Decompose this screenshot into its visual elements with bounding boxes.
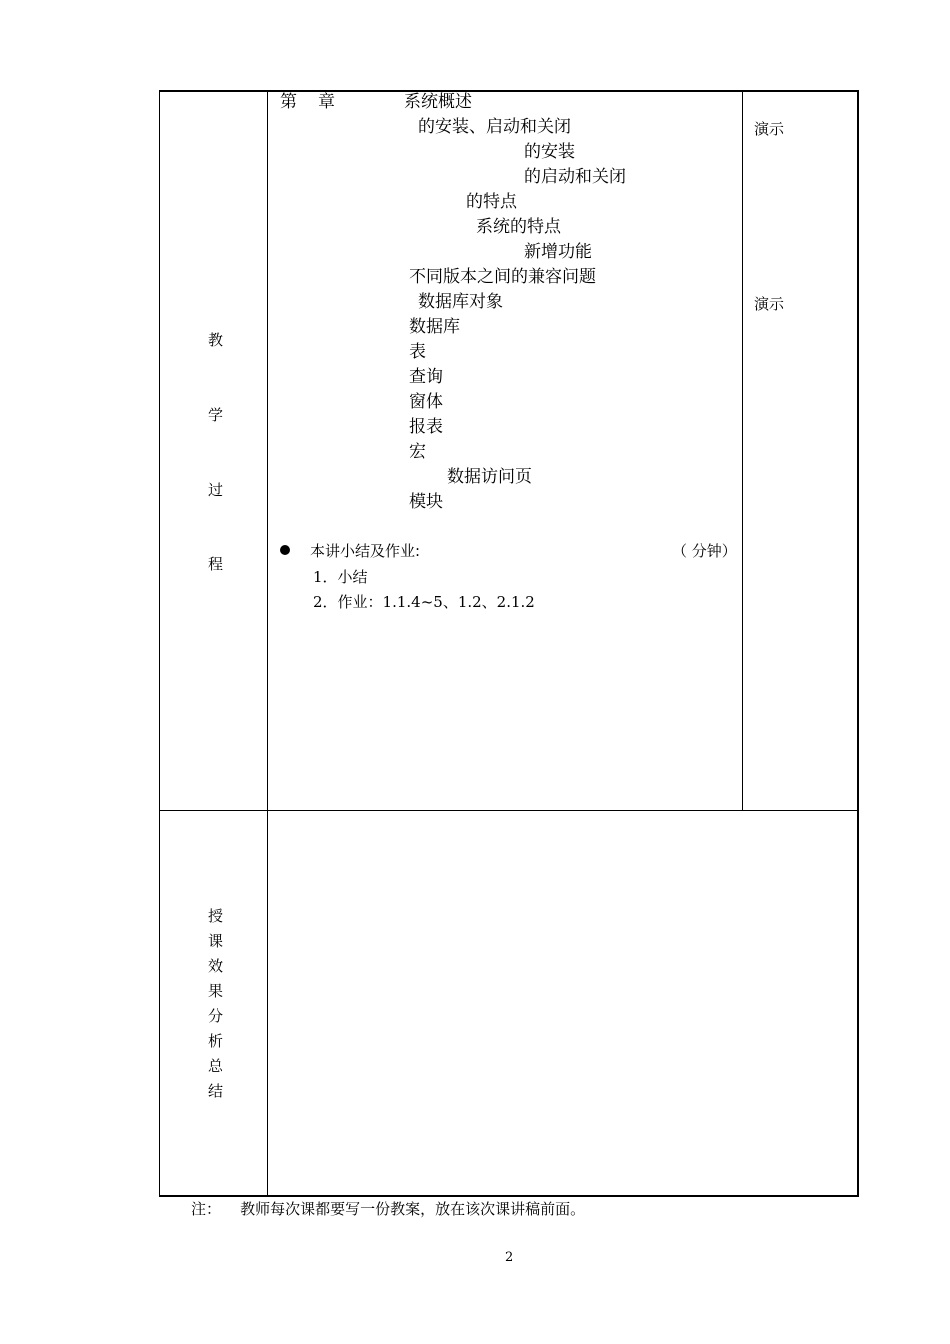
outline-line: 宏: [409, 442, 426, 462]
summary-item: 1．小结: [313, 568, 368, 586]
outline-line: 数据库对象: [418, 292, 503, 312]
analysis-label-char: 结: [208, 1082, 224, 1100]
table-border-right: [857, 90, 859, 1197]
label-column-divider: [267, 90, 268, 1197]
footnote: 注： 教师每次课都要写一份教案，放在该次课讲稿前面。: [191, 1200, 586, 1218]
outline-line: 报表: [409, 417, 443, 437]
summary-heading: 本讲小结及作业:: [310, 542, 421, 560]
outline-line: 的特点: [466, 192, 517, 212]
analysis-label-char: 课: [208, 932, 224, 950]
outline-line: 模块: [409, 492, 443, 512]
chapter-title: 系统概述: [404, 92, 472, 112]
outline-line: 表: [409, 342, 426, 362]
outline-line: 系统的特点: [476, 217, 561, 237]
analysis-label-char: 总: [208, 1057, 224, 1075]
analysis-label-char: 授: [208, 907, 224, 925]
analysis-label-char: 分: [208, 1007, 224, 1025]
analysis-label-char: 果: [208, 982, 224, 1000]
outline-line: 不同版本之间的兼容问题: [409, 267, 596, 287]
process-label-char: 过: [208, 481, 224, 499]
outline-line: 的安装、启动和关闭: [418, 117, 571, 137]
notes-column-divider: [742, 90, 743, 811]
table-border-bottom: [159, 1195, 859, 1197]
summary-item: 2．作业：1.1.4~5、1.2、2.1.2: [313, 593, 535, 611]
summary-minutes: （ 分钟）: [672, 542, 737, 560]
demo-note: 演示: [754, 120, 785, 138]
outline-line: 的启动和关闭: [524, 167, 626, 187]
outline-line: 查询: [409, 367, 443, 387]
row-divider: [159, 810, 859, 811]
table-border-left: [159, 90, 160, 1197]
process-label-char: 学: [208, 406, 224, 424]
process-label-char: 教: [208, 331, 224, 349]
demo-note: 演示: [754, 295, 785, 313]
process-label-char: 程: [208, 555, 224, 573]
outline-line: 数据库: [409, 317, 460, 337]
analysis-label-char: 析: [208, 1032, 224, 1050]
analysis-label-char: 效: [208, 957, 224, 975]
table-border-top: [159, 90, 859, 92]
outline-line: 的安装: [524, 142, 575, 162]
chapter-suffix: 章: [318, 92, 335, 112]
chapter-prefix: 第: [280, 92, 297, 112]
page-number: 2: [505, 1250, 514, 1265]
bullet-icon: [280, 545, 290, 555]
outline-line: 数据访问页: [447, 467, 532, 487]
outline-line: 窗体: [409, 392, 443, 412]
outline-line: 新增功能: [524, 242, 592, 262]
